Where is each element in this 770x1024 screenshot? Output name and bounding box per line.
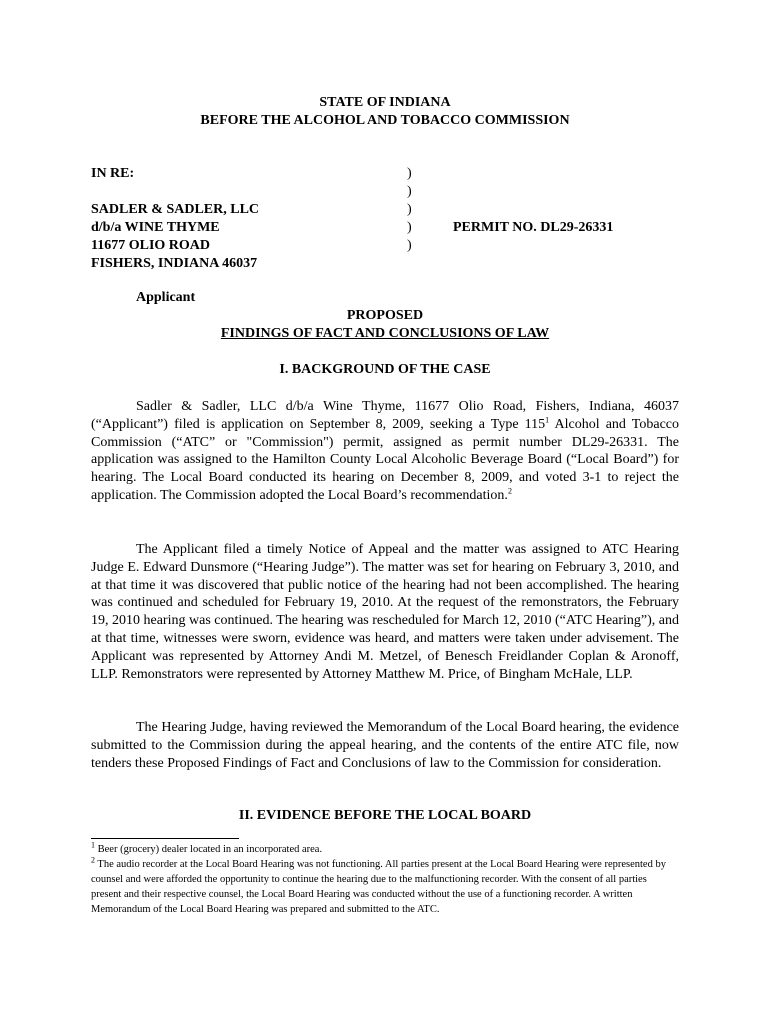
document-title xyxy=(0,307,770,343)
footnote-2 xyxy=(91,857,679,917)
caption-paren: ) xyxy=(407,220,412,235)
background-paragraph-2: The Applicant filed a timely Notice of Appeal and the matter was assigned to ATC Hearing Judge E. Edward Dunsmore (“Hearing Judge”). The matter was set for hearing on February 3, 2010, and at that time it was discovered that public notice of the hearing had not been accomplished. The hearing was continued and scheduled for February 19, 2010. At the request of the remonstrators, the February 19, 2010 hearing was continued. The hearing was rescheduled for March 12, 2010 (“ATC Hearing”), and at that time, witnesses were sworn, evidence was heard, and matters were taken under advisement. The Applicant was represented by Attorney Andi M. Metzel, of Benesch Freidlander Coplan & Aronoff, LLP. Remonstrators were represented by Attorney Matthew M. Price, of Bingham McHale, LLP. xyxy=(91,542,679,682)
caption-paren: ) xyxy=(407,238,412,253)
party-name: SADLER & SADLER, LLC xyxy=(91,202,260,217)
footnote-text: Beer (grocery) dealer located in an incorporated area. xyxy=(95,844,323,855)
footnote-ref-1[interactable]: 1 xyxy=(545,415,550,425)
paragraph-text: Sadler & Sadler, LLC d/b/a Wine Thyme, 11677 Olio Road, Fishers, Indiana, 46037 (“Applicant”) filed is application on September 8, 2009, seeking a Type 115 xyxy=(91,399,679,432)
applicant-label: Applicant xyxy=(136,290,196,305)
state-heading: STATE OF INDIANA xyxy=(319,95,451,110)
caption-party-block xyxy=(91,165,259,273)
section-heading-background: I. BACKGROUND OF THE CASE xyxy=(279,362,491,377)
footnote-number: 1 xyxy=(91,840,95,850)
background-paragraph-1 xyxy=(91,398,679,505)
in-re-label: IN RE: xyxy=(91,166,135,181)
document-header xyxy=(0,94,770,130)
footnote-divider xyxy=(91,838,239,839)
title-findings: FINDINGS OF FACT AND CONCLUSIONS OF LAW xyxy=(220,326,550,341)
party-dba: d/b/a WINE THYME xyxy=(91,220,220,235)
footnotes xyxy=(91,842,679,917)
caption-paren: ) xyxy=(407,166,412,181)
permit-number: PERMIT NO. DL29-26331 xyxy=(453,220,614,235)
footnote-text: The audio recorder at the Local Board Hearing was not functioning. All parties present at the Local Board Hearing were represented by counsel and were afforded the opportunity to continue the hearing due to the malfunctioning recorder. With the consent of all parties present and their respective counsel, the Local Board Hearing was conducted without the use of a functioning recorder. A written Memorandum of the Local Board Hearing was prepared and submitted to the ATC. xyxy=(91,859,666,915)
footnote-ref-2[interactable]: 2 xyxy=(507,486,512,496)
party-city: FISHERS, INDIANA 46037 xyxy=(91,256,258,271)
footnote-1 xyxy=(91,842,679,857)
background-paragraph-3: The Hearing Judge, having reviewed the Memorandum of the Local Board hearing, the evidence submitted to the Commission during the appeal hearing, and the contents of the entire ATC file, now tenders these Proposed Findings of Fact and Conclusions of law to the Commission for consideration. xyxy=(91,720,679,771)
footnote-number: 2 xyxy=(91,855,95,865)
caption-paren: ) xyxy=(407,184,412,199)
title-proposed: PROPOSED xyxy=(346,308,424,323)
caption-parentheses xyxy=(407,165,412,255)
party-street: 11677 OLIO ROAD xyxy=(91,238,211,253)
commission-heading: BEFORE THE ALCOHOL AND TOBACCO COMMISSION xyxy=(200,113,570,128)
section-heading-evidence: II. EVIDENCE BEFORE THE LOCAL BOARD xyxy=(238,808,532,823)
caption-paren: ) xyxy=(407,202,412,217)
paragraph-text: Alcohol and Tobacco Commission (“ATC” or "Commission") permit, assigned as permit number DL29-26331. The application was assigned to the Hamilton County Local Alcoholic Beverage Board (“Local Board”) for hearing. The Local Board conducted its hearing on December 8, 2009, and voted 3-1 to reject the application. The Commission adopted the Local Board’s recommendation. xyxy=(91,416,679,503)
